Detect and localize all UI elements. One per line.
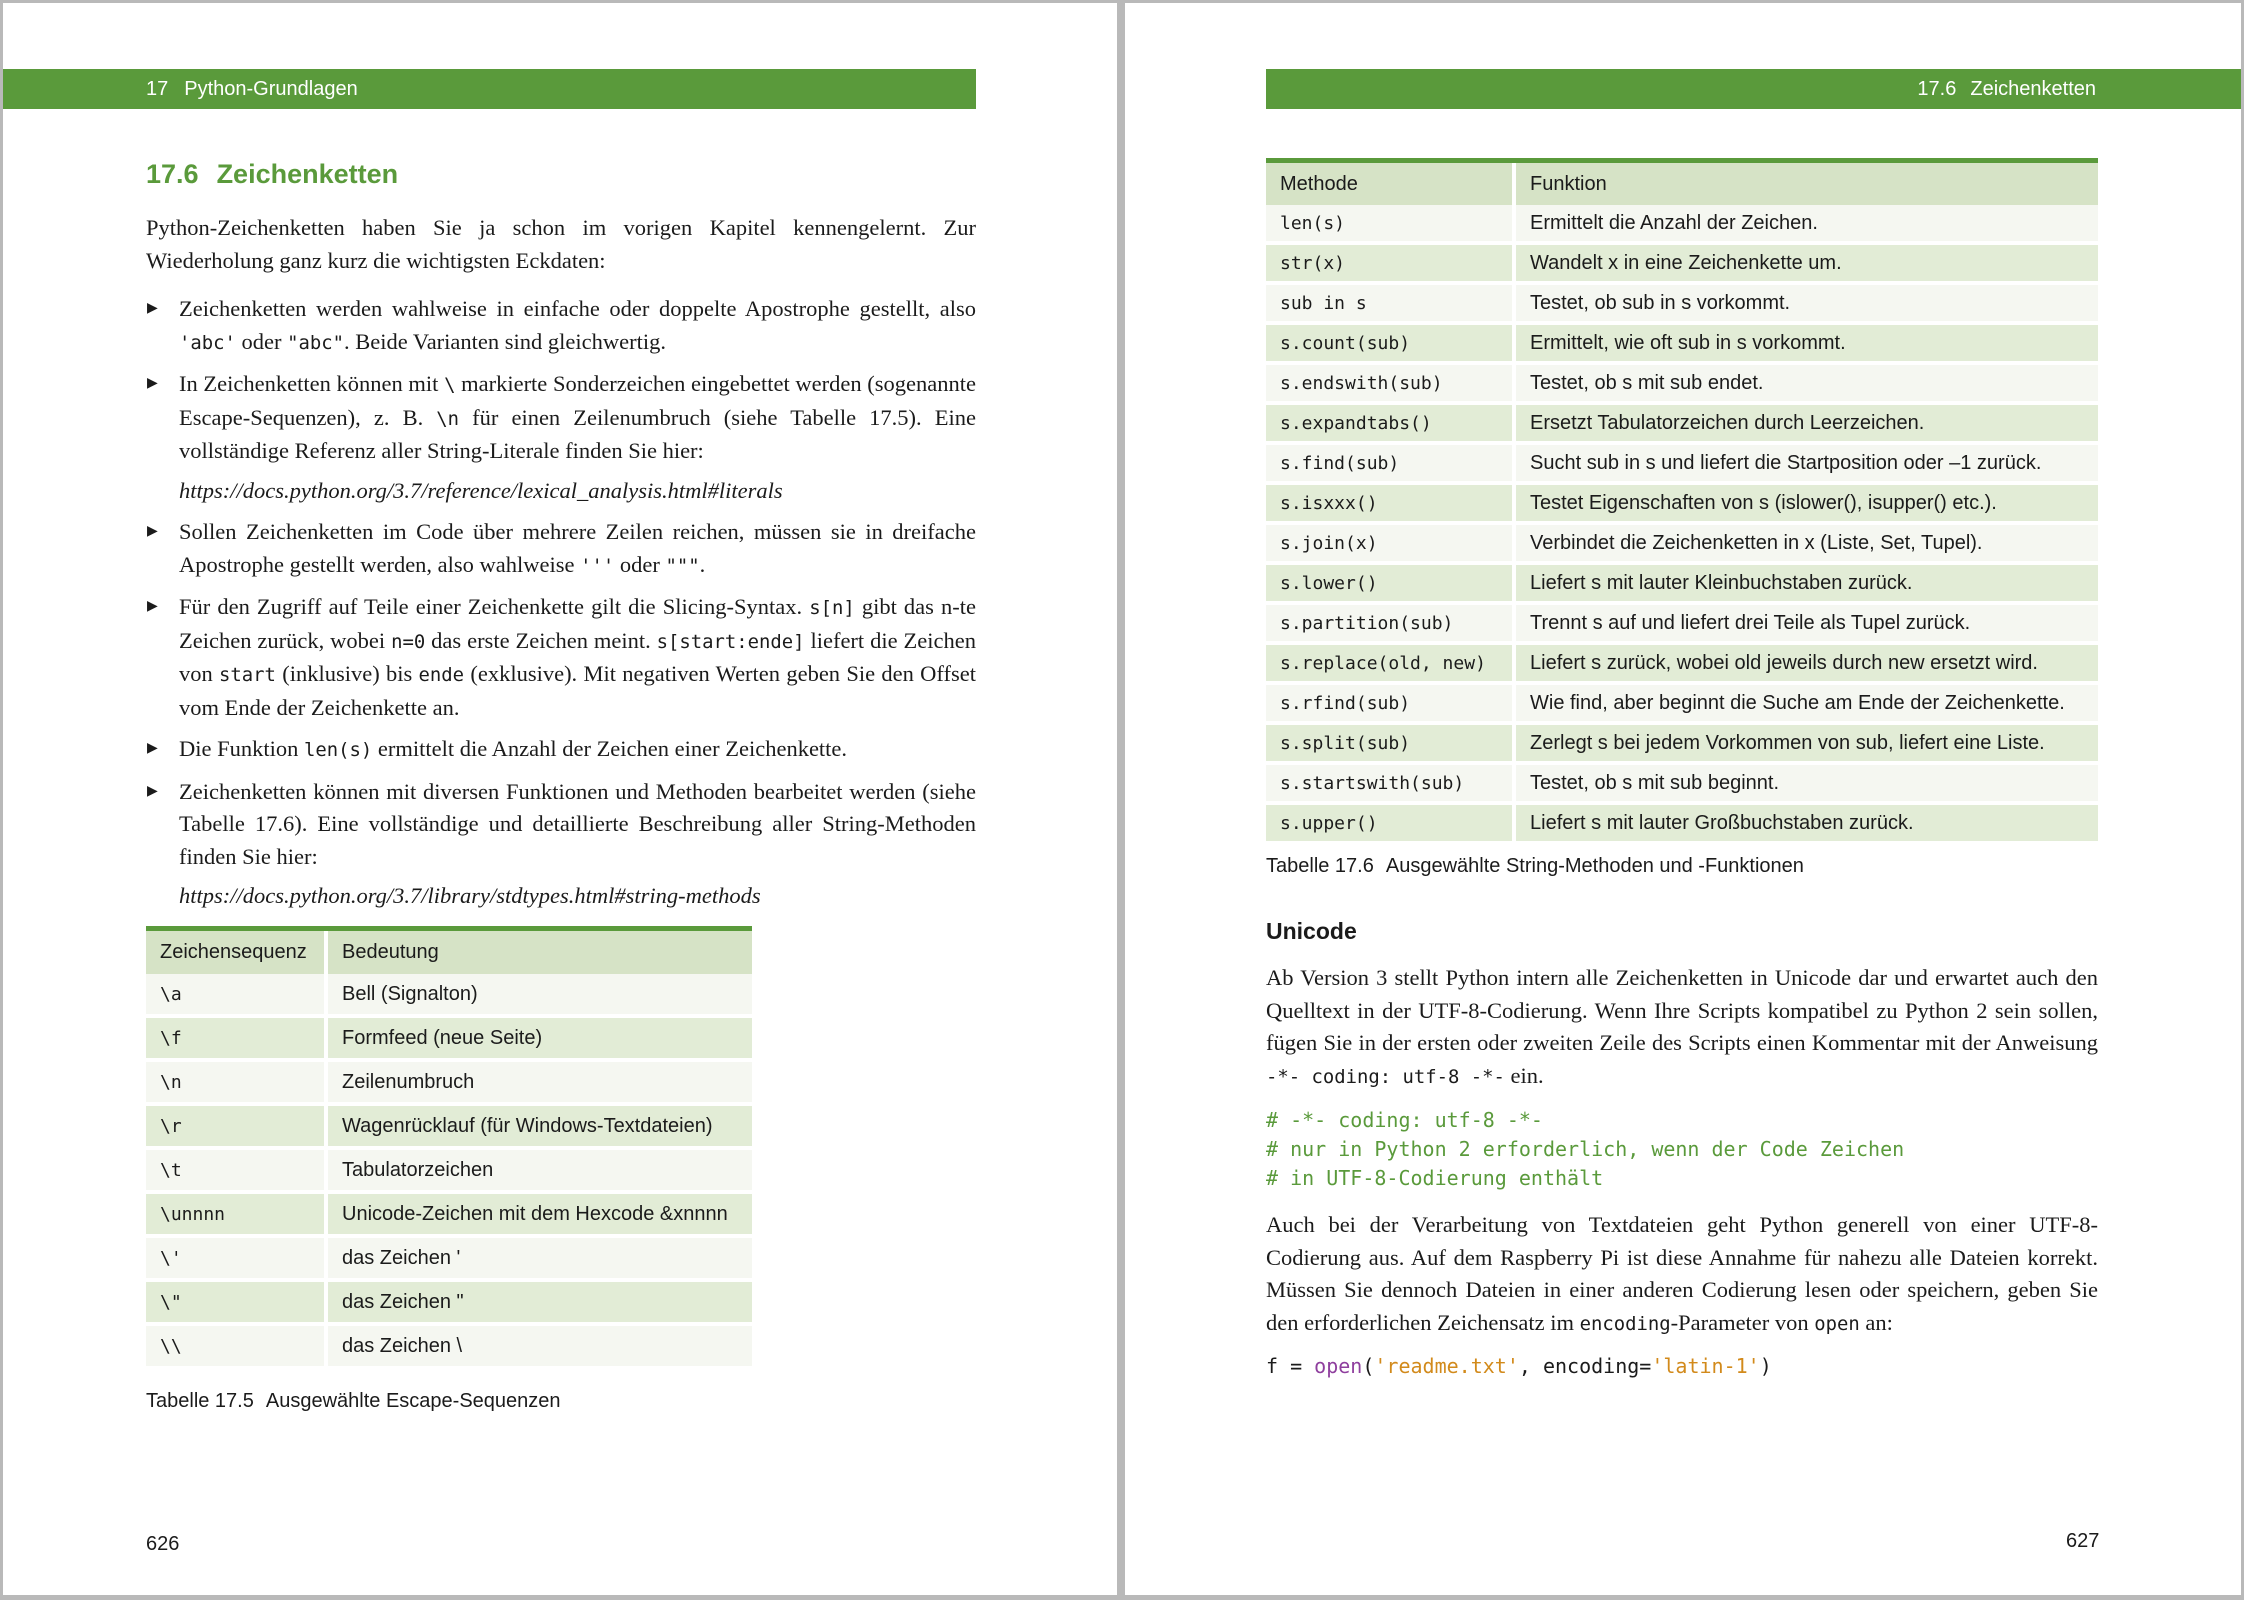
method-cell: s.count(sub)	[1266, 325, 1512, 365]
reference-link[interactable]: https://docs.python.org/3.7/library/stdtypes.html#string-methods	[179, 883, 761, 908]
table-row	[1266, 645, 2098, 685]
bullet-text: Sollen Zeichenketten im Code über mehrere Zeilen reichen, müssen sie in dreifache Apostrophe gestellt werden, also wahlweise	[179, 519, 976, 577]
code-token: f =	[1266, 1354, 1315, 1378]
meaning-cell: Wagenrücklauf (für Windows-Textdateien)	[324, 1106, 752, 1150]
inline-code: s[start:ende]	[656, 630, 805, 653]
table-row	[146, 1326, 752, 1370]
sequence-cell: \a	[146, 974, 324, 1018]
code-block-open-call	[1266, 1352, 1772, 1381]
section-title-text: Zeichenketten	[216, 159, 399, 189]
bullet-text: (inklusive) bis	[275, 661, 419, 686]
bullet-item	[146, 516, 976, 582]
intro-paragraph: Python-Zeichenketten haben Sie ja schon im vorigen Kapitel kennengelernt. Zur Wiederholung ganz kurz die wichtigsten Eckdaten:	[146, 215, 976, 273]
inline-code: \	[444, 374, 456, 396]
method-cell: s.lower()	[1266, 565, 1512, 605]
page-number: 627	[2066, 1530, 2100, 1552]
inline-code: 'abc'	[179, 331, 236, 354]
string-methods-table	[1266, 158, 2098, 845]
bullet-triangle-icon: ▶	[147, 524, 158, 539]
function-cell: Verbindet die Zeichenketten in x (Liste, Set, Tupel).	[1512, 525, 2098, 565]
sequence-cell: \r	[146, 1106, 324, 1150]
table-row	[1266, 365, 2098, 405]
table-row	[146, 1238, 752, 1282]
unicode-heading: Unicode	[1266, 918, 1357, 944]
paragraph-text: -Parameter von	[1670, 1309, 1815, 1335]
reference-link[interactable]: https://docs.python.org/3.7/reference/lexical_analysis.html#literals	[179, 477, 783, 503]
bullet-text: . Beide Varianten sind gleichwertig.	[343, 328, 666, 354]
table-row	[146, 1194, 752, 1238]
bullet-item	[146, 776, 976, 913]
bullet-text: Für den Zugriff auf Teile einer Zeichenkette gilt die Slicing-Syntax.	[179, 594, 810, 619]
method-cell: s.partition(sub)	[1266, 605, 1512, 645]
function-cell: Testet, ob s mit sub endet.	[1512, 365, 2098, 405]
bullet-text: liefert die Zeichen von	[179, 627, 976, 686]
column-header: Bedeutung	[324, 931, 752, 974]
table-row	[1266, 525, 2098, 565]
running-head	[3, 69, 976, 109]
running-head-chapter-title: Python-Grundlagen	[184, 78, 358, 100]
code-token: )	[1759, 1354, 1772, 1378]
inline-code: """	[665, 554, 700, 577]
function-cell: Zerlegt s bei jedem Vorkommen von sub, liefert eine Liste.	[1512, 725, 2098, 765]
bullet-triangle-icon: ▶	[147, 376, 158, 391]
table-row	[1266, 205, 2098, 245]
method-cell: s.rfind(sub)	[1266, 685, 1512, 725]
sequence-cell: \n	[146, 1062, 324, 1106]
table-row	[1266, 565, 2098, 605]
section-number: 17.6	[146, 159, 199, 189]
unicode-paragraph-2	[1266, 1209, 2098, 1340]
bullet-text: In Zeichenketten können mit	[179, 371, 445, 396]
table-row	[1266, 765, 2098, 805]
sequence-cell: \'	[146, 1238, 324, 1282]
bullet-triangle-icon: ▶	[147, 741, 158, 756]
table-row	[1266, 605, 2098, 645]
function-cell: Ersetzt Tabulatorzeichen durch Leerzeichen.	[1512, 405, 2098, 445]
paragraph-text: Auch bei der Verarbeitung von Textdateien geht Python generell von einer UTF-8-Codierung aus. Auf dem Raspberry Pi ist diese Annahme für nahezu alle Dateien korrekt. Müssen Sie dennoch Dateien in einer anderen Codierung lesen oder speichern, geben Sie den erforderlichen Zeichensatz im	[1266, 1212, 2098, 1335]
bullet-text: .	[699, 551, 706, 577]
bullet-text: oder	[235, 328, 288, 354]
code-function-token: open	[1314, 1354, 1363, 1378]
bullet-triangle-icon: ▶	[147, 599, 158, 614]
caption-label: Tabelle 17.5	[146, 1390, 254, 1412]
sequence-cell: \\	[146, 1326, 324, 1370]
method-cell: s.split(sub)	[1266, 725, 1512, 765]
sequence-cell: \"	[146, 1282, 324, 1326]
code-line: # in UTF-8-Codierung enthält	[1266, 1166, 1604, 1190]
column-header: Zeichensequenz	[146, 931, 324, 974]
table-row	[146, 1018, 752, 1062]
function-cell: Ermittelt, wie oft sub in s vorkommt.	[1512, 325, 2098, 365]
method-cell: s.expandtabs()	[1266, 405, 1512, 445]
sequence-cell: \unnnn	[146, 1194, 324, 1238]
method-cell: str(x)	[1266, 245, 1512, 285]
function-cell: Ermittelt die Anzahl der Zeichen.	[1512, 205, 2098, 245]
bullet-text: markierte Sonderzeichen eingebettet werden (sogenannte Escape-Sequenzen), z. B.	[179, 371, 977, 430]
meaning-cell: Unicode-Zeichen mit dem Hexcode &xnnnn	[324, 1194, 752, 1238]
table-row	[1266, 405, 2098, 445]
inline-code: "abc"	[287, 331, 344, 354]
inline-code: s[n]	[809, 597, 855, 619]
function-cell: Testet, ob s mit sub beginnt.	[1512, 765, 2098, 805]
code-line: # -*- coding: utf-8 -*-	[1266, 1108, 1543, 1132]
escape-sequence-table	[146, 926, 752, 1370]
method-cell: s.join(x)	[1266, 525, 1512, 565]
function-cell: Liefert s mit lauter Großbuchstaben zurück.	[1512, 805, 2098, 845]
code-string-token: 'latin-1'	[1651, 1354, 1760, 1378]
bullet-triangle-icon: ▶	[147, 783, 158, 799]
inline-code: start	[219, 664, 276, 686]
method-cell: len(s)	[1266, 205, 1512, 245]
inline-code: -*- coding: utf-8 -*-	[1266, 1065, 1505, 1088]
meaning-cell: Tabulatorzeichen	[324, 1150, 752, 1194]
meaning-cell: das Zeichen '	[324, 1238, 752, 1282]
table-header-row	[146, 931, 752, 974]
bullet-text: gibt das n-te Zeichen zurück, wobei	[179, 594, 976, 653]
running-head-chapter-number: 17	[146, 78, 169, 100]
bullet-text: Zeichenketten können mit diversen Funktionen und Methoden bearbeitet werden (siehe Tabelle 17.6). Eine vollständige und detaillierte Beschreibung aller String-Methoden finden Sie hier:	[179, 778, 976, 869]
section-title	[146, 159, 398, 190]
caption-text: Ausgewählte Escape-Sequenzen	[265, 1390, 561, 1412]
inline-code: encoding	[1579, 1312, 1671, 1335]
table-row	[1266, 245, 2098, 285]
code-token: , encoding=	[1518, 1354, 1652, 1378]
bullet-text: (exklusive). Mit negativen Werten geben Sie den Offset vom Ende der Zeichenkette an.	[179, 661, 976, 720]
meaning-cell: das Zeichen \	[324, 1326, 752, 1370]
function-cell: Wandelt x in eine Zeichenkette um.	[1512, 245, 2098, 285]
meaning-cell: Formfeed (neue Seite)	[324, 1018, 752, 1062]
meaning-cell: Zeilenumbruch	[324, 1062, 752, 1106]
code-string-token: 'readme.txt'	[1374, 1354, 1519, 1378]
table-row	[1266, 325, 2098, 365]
table-row	[1266, 285, 2098, 325]
table-row	[1266, 485, 2098, 525]
meaning-cell: das Zeichen "	[324, 1282, 752, 1326]
bullet-text: Die Funktion	[179, 736, 305, 761]
table-caption	[146, 1390, 561, 1413]
inline-code: \n	[436, 407, 460, 430]
function-cell: Liefert s mit lauter Kleinbuchstaben zurück.	[1512, 565, 2098, 605]
table-row	[146, 1150, 752, 1194]
method-cell: sub in s	[1266, 285, 1512, 325]
sequence-cell: \t	[146, 1150, 324, 1194]
inline-code: len(s)	[304, 739, 373, 761]
bullet-text: für einen Zeilenumbruch (siehe Tabelle 17.5). Eine vollständige Referenz aller String-Literale finden Sie hier:	[179, 404, 976, 463]
table-row	[146, 974, 752, 1018]
bullet-text: ermittelt die Anzahl der Zeichen einer Zeichenkette.	[372, 736, 848, 761]
method-cell: s.replace(old, new)	[1266, 645, 1512, 685]
inline-code: open	[1814, 1312, 1860, 1335]
running-head-section-number: 17.6	[1917, 78, 1957, 100]
column-header: Methode	[1266, 163, 1512, 205]
function-cell: Testet, ob sub in s vorkommt.	[1512, 285, 2098, 325]
caption-label: Tabelle 17.6	[1266, 855, 1374, 877]
function-cell: Testet Eigenschaften von s (islower(), isupper() etc.).	[1512, 485, 2098, 525]
code-token: (	[1362, 1354, 1375, 1378]
bullet-list	[146, 293, 976, 922]
paragraph-text: ein.	[1504, 1062, 1544, 1088]
bullet-text: oder	[614, 551, 666, 577]
code-line: # nur in Python 2 erforderlich, wenn der Code Zeichen	[1266, 1137, 1905, 1161]
bullet-text: Zeichenketten werden wahlweise in einfache oder doppelte Apostrophe gestellt, also	[179, 296, 976, 321]
method-cell: s.startswith(sub)	[1266, 765, 1512, 805]
bullet-item	[146, 591, 976, 724]
inline-code: n=0	[391, 630, 426, 653]
bullet-triangle-icon: ▶	[147, 301, 158, 316]
bullet-item	[146, 733, 976, 767]
paragraph-text: an:	[1859, 1309, 1893, 1335]
bullet-text: das erste Zeichen meint.	[425, 627, 657, 653]
sequence-cell: \f	[146, 1018, 324, 1062]
table-row	[146, 1106, 752, 1150]
method-cell: s.find(sub)	[1266, 445, 1512, 485]
table-row	[1266, 445, 2098, 485]
table-header-row	[1266, 163, 2098, 205]
function-cell: Liefert s zurück, wobei old jeweils durch new ersetzt wird.	[1512, 645, 2098, 685]
meaning-cell: Bell (Signalton)	[324, 974, 752, 1018]
bullet-item	[146, 293, 976, 359]
inline-code: ende	[418, 664, 465, 686]
table-row	[1266, 725, 2098, 765]
table-row	[146, 1062, 752, 1106]
table-row	[1266, 805, 2098, 845]
paragraph-text: Ab Version 3 stellt Python intern alle Zeichenketten in Unicode dar und erwartet auch den Quelltext in der UTF-8-Codierung. Wenn Ihre Scripts kompatibel zu Python 2 sein sollen, fügen Sie in der ersten oder zweiten Zeile des Scripts einen Kommentar mit der Anweisung	[1266, 965, 2098, 1055]
table-caption	[1266, 855, 1804, 878]
function-cell: Trennt s auf und liefert drei Teile als Tupel zurück.	[1512, 605, 2098, 645]
bullet-item	[146, 368, 976, 507]
table-row	[146, 1282, 752, 1326]
running-head	[1266, 69, 2241, 109]
function-cell: Wie find, aber beginnt die Suche am Ende der Zeichenkette.	[1512, 685, 2098, 725]
inline-code: '''	[580, 554, 615, 577]
method-cell: s.isxxx()	[1266, 485, 1512, 525]
code-block-coding-comment	[1266, 1106, 1904, 1193]
left-page	[3, 3, 1117, 1595]
method-cell: s.endswith(sub)	[1266, 365, 1512, 405]
running-head-section-title: Zeichenketten	[1970, 78, 2096, 100]
function-cell: Sucht sub in s und liefert die Startposition oder –1 zurück.	[1512, 445, 2098, 485]
unicode-paragraph-1	[1266, 962, 2098, 1093]
page-number: 626	[146, 1533, 180, 1555]
method-cell: s.upper()	[1266, 805, 1512, 845]
table-row	[1266, 685, 2098, 725]
caption-text: Ausgewählte String-Methoden und -Funktionen	[1385, 855, 1804, 877]
column-header: Funktion	[1512, 163, 2098, 205]
